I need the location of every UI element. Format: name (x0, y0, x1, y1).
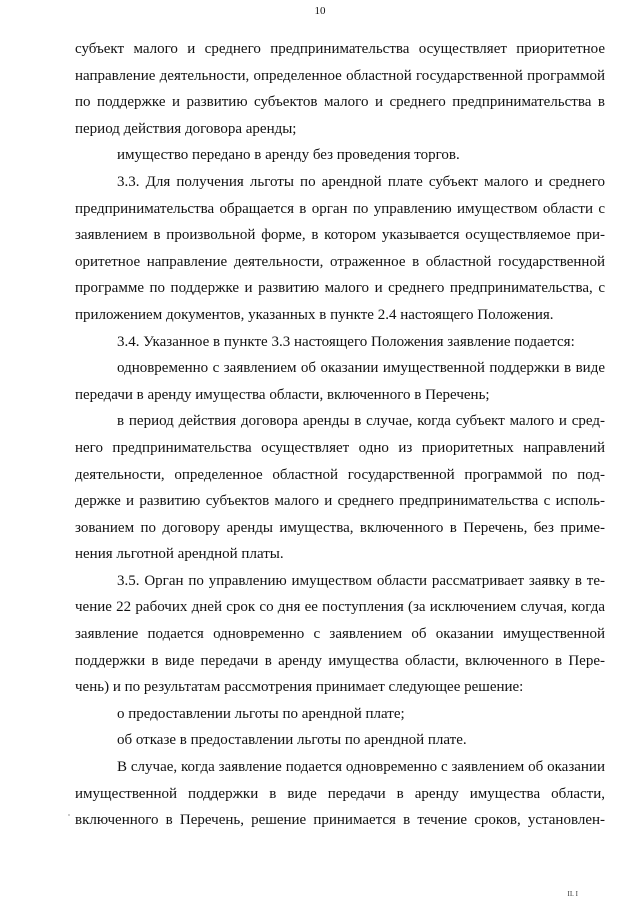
paragraph-9: об отказе в предоставлении льготы по арендной плате. (117, 732, 467, 749)
document-body (75, 36, 605, 834)
paragraph-3: 3.3. Для получения льготы по арендной плате субъект малого и среднего предпринимательства обращается в орган по управлению имуществом области с заявлением в произвольной форме, в котором указывается осуществляемое приоритетное направление деятельности, отраженное в областной государственной программе по поддержке и развитию малого и среднего предпринимательства, с приложением документов, указанных в пункте 2.4 настоящего Положения. (75, 173, 605, 323)
footer-mark: II. I (567, 890, 578, 898)
paragraph-6: в период действия договора аренды в случае, когда субъект малого и среднего предпринимательства осуществляет одно из приоритетных направлений деятельности, определенное областной государственной программой по поддержке и развитию субъектов малого и среднего предпринимательства с использованием по договору аренды имущества, включенного в Перечень, без применения льготной арендной платы. (75, 413, 605, 563)
paragraph-4: 3.4. Указанное в пункте 3.3 настоящего Положения заявление подается: (117, 333, 575, 350)
paragraph-5: одновременно с заявлением об оказании имущественной поддержки в виде передачи в аренду имущества области, включенного в Перечень; (75, 360, 605, 403)
paragraph-8: о предоставлении льготы по арендной плате; (117, 705, 405, 722)
scan-speck (68, 814, 70, 816)
paragraph-10: В случае, когда заявление подается одновременно с заявлением об оказании имущественной поддержки в виде передачи в аренду имущества области, включенного в Перечень, решение принимается в течение сроков, установлен- (75, 759, 605, 829)
paragraph-2: имущество передано в аренду без проведения торгов. (117, 147, 460, 164)
paragraph-1: субъект малого и среднего предпринимательства осуществляет приоритетное направление деятельности, определенное областной государственной программой по поддержке и развитию субъектов малого и среднего предпринимательства в период действия договора аренды; (75, 41, 605, 137)
paragraph-7: 3.5. Орган по управлению имуществом области рассматривает заявку в течение 22 рабочих дней срок со дня ее поступления (за исключением случая, когда заявление подается одновременно с заявлением об оказании имущественной поддержки в виде передачи в аренду имущества области, включенного в Перечень) и по результатам рассмотрения принимает следующее решение: (75, 572, 605, 696)
page-number: 10 (314, 5, 326, 17)
